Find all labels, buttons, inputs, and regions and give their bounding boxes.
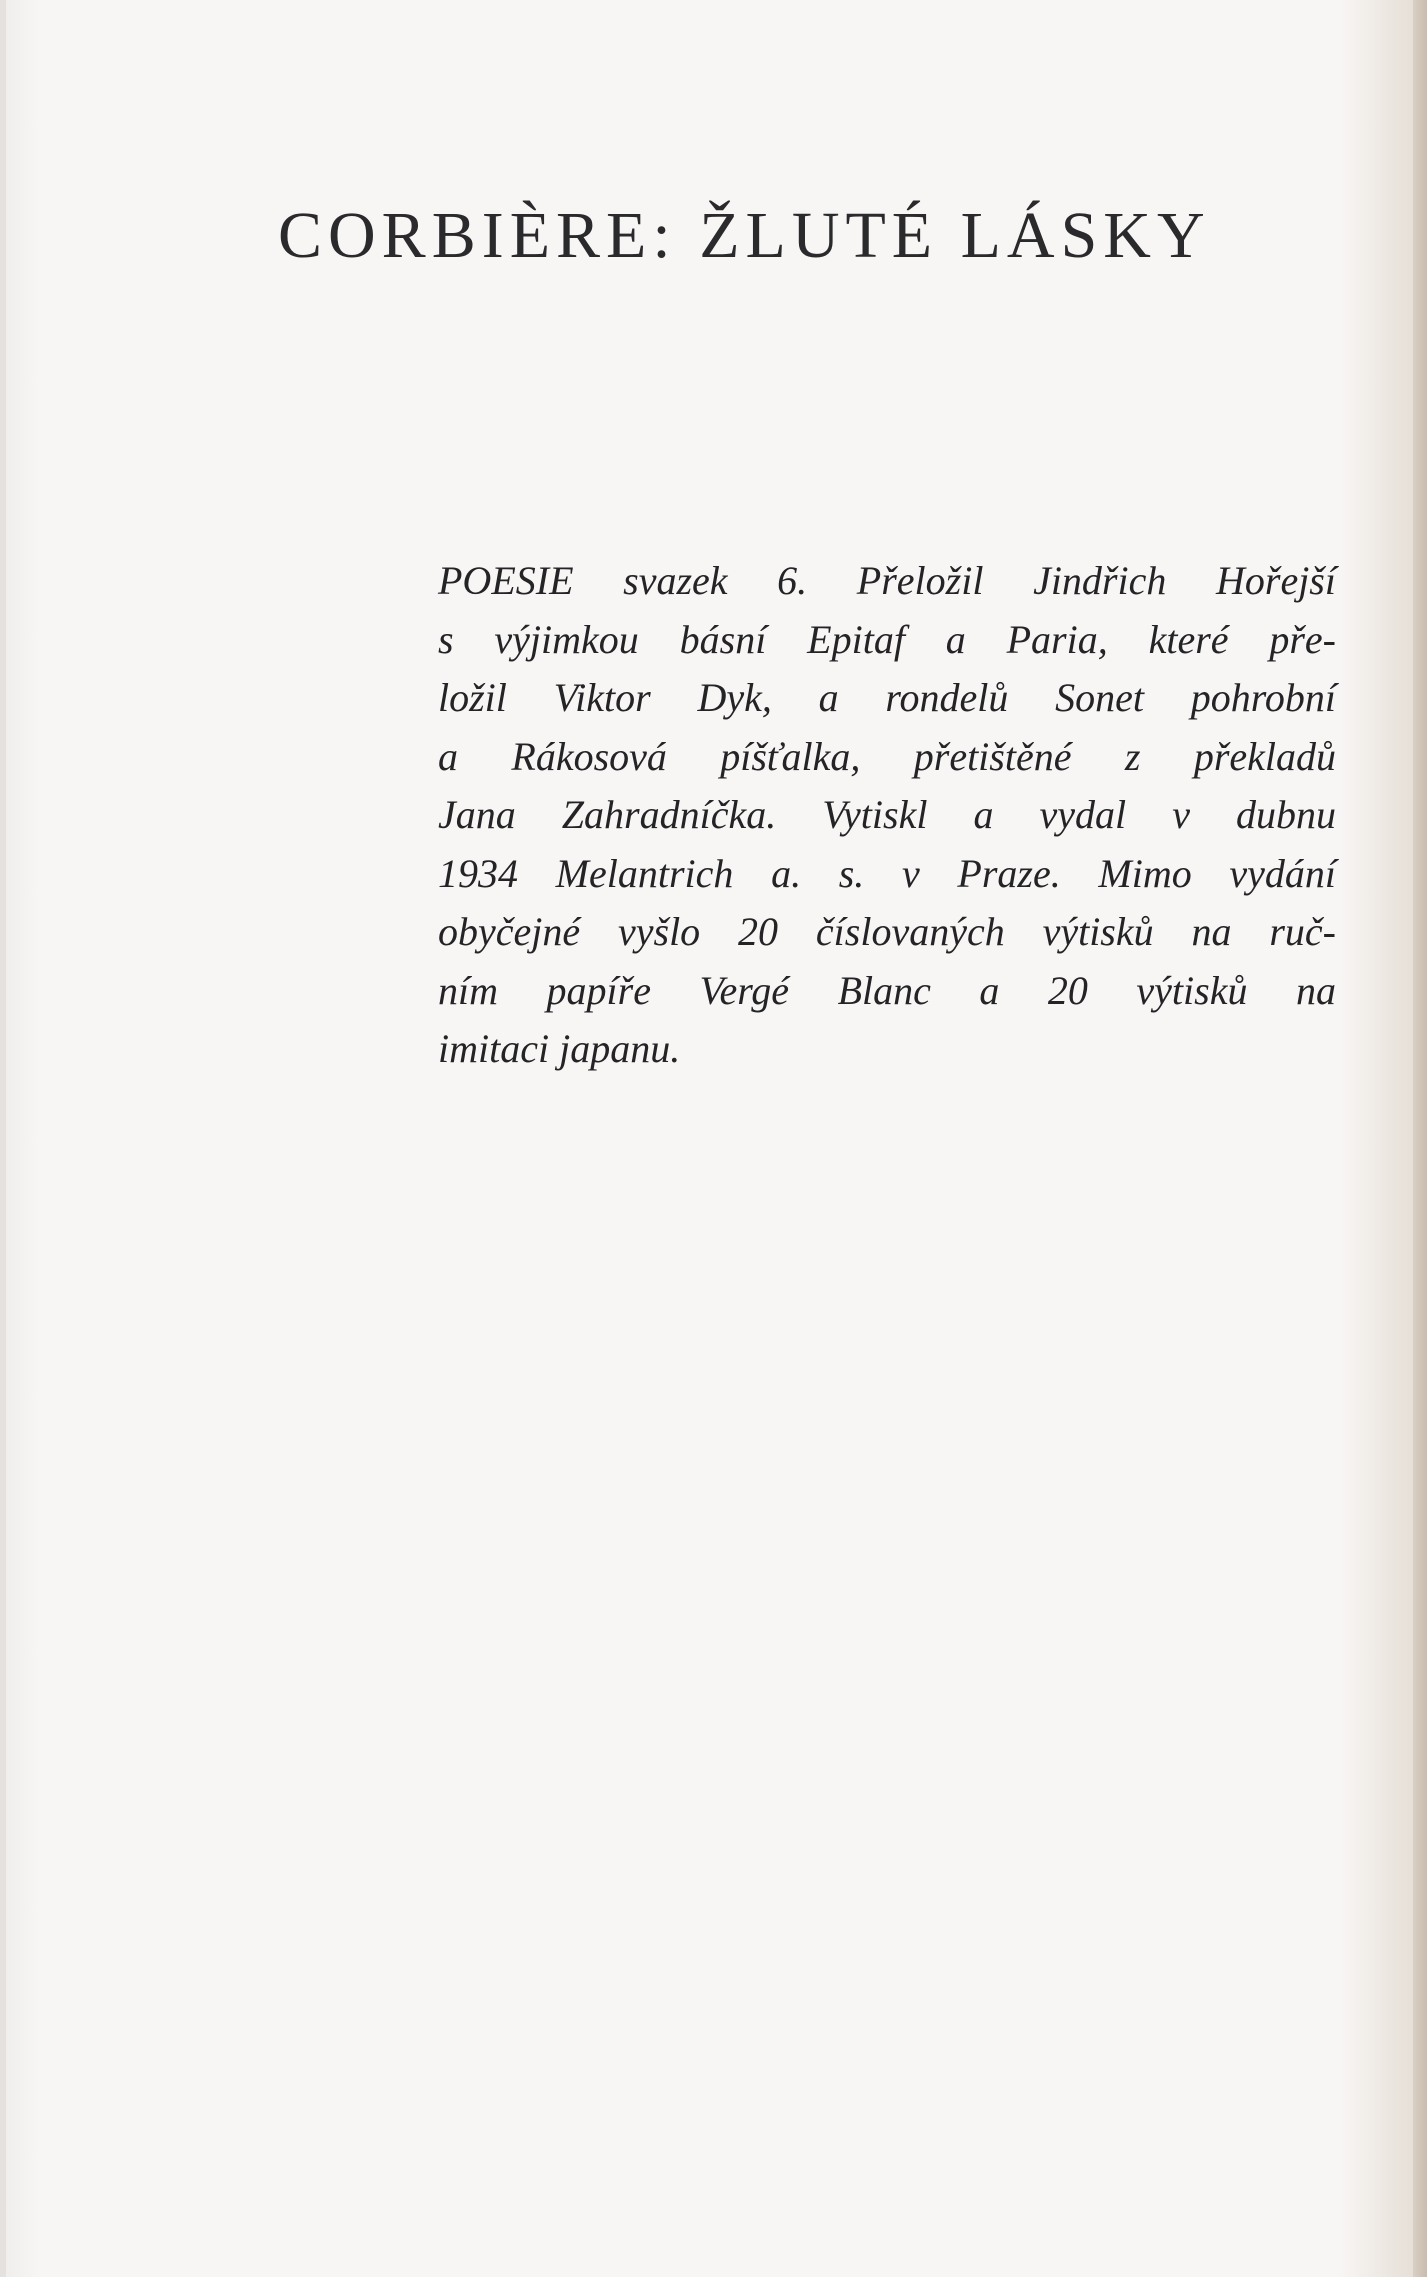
colophon-line: ním papíře Vergé Blanc a 20 výtisků na bbox=[438, 967, 1336, 1013]
colophon-line: 1934 Melantrich a. s. v Praze. Mimo vydání bbox=[438, 850, 1336, 896]
colophon-line: obyčejné vyšlo 20 číslovaných výtisků na ruč- bbox=[438, 909, 1336, 954]
colophon-line: ložil Viktor Dyk, a rondelů Sonet pohrobní bbox=[438, 675, 1336, 720]
colophon-line: Jana Zahradníčka. Vytiskl a vydal v dubnu bbox=[438, 792, 1336, 837]
colophon-line: imitaci japanu. bbox=[438, 1026, 681, 1071]
page-title: CORBIÈRE: ŽLUTÉ LÁSKY bbox=[278, 199, 1211, 272]
colophon-line: a Rákosová píšťalka, přetištěné z překladů bbox=[438, 733, 1336, 779]
colophon-line: s výjimkou básní Epitaf a Paria, které pře- bbox=[438, 616, 1336, 662]
page-right-edge bbox=[1413, 0, 1427, 2277]
colophon-text bbox=[438, 552, 1338, 1079]
page-left-edge bbox=[0, 0, 6, 2277]
colophon-line: POESIE svazek 6. Přeložil Jindřich Hořejší bbox=[438, 558, 1336, 603]
